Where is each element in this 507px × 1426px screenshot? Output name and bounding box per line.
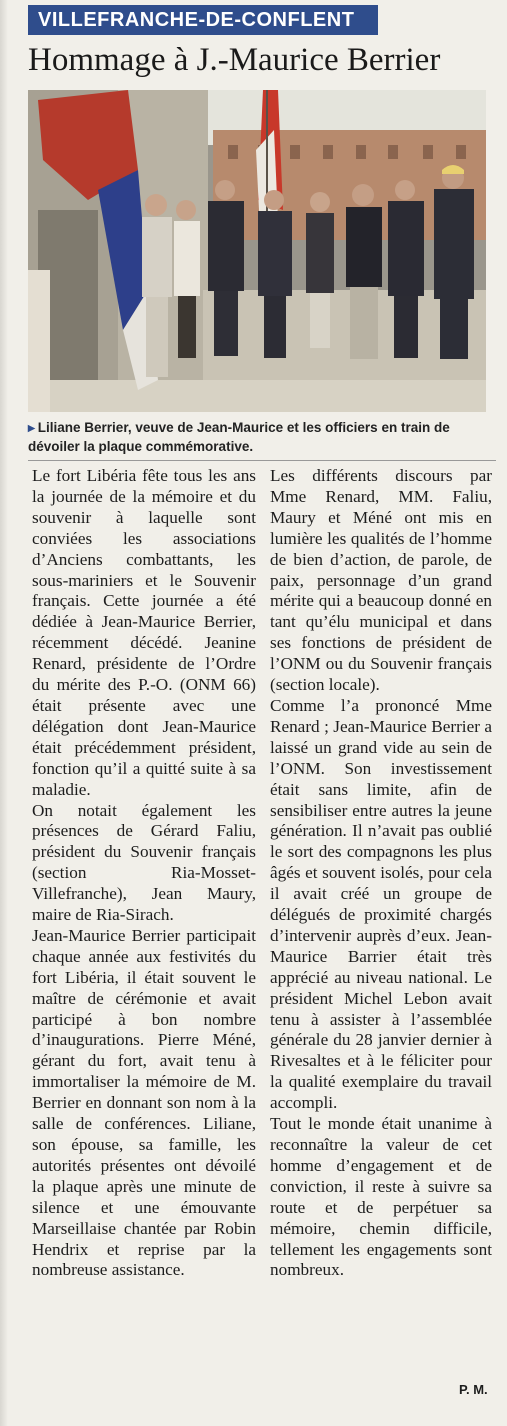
caption-text: Liliane Berrier, veuve de Jean-Maurice et les officiers en train de dévoiler la plaque commémorative. xyxy=(28,420,450,454)
page-edge xyxy=(0,0,8,1426)
paragraph: Comme l’a prononcé Mme Renard ; Jean-Maurice Berrier a laissé un grand vide au sein de l’ONM. Son investissement était sans limite, afin de sensibiliser entre autres la jeune génération. Il n’avait pas oublié le sort des compagnons les plus âgés et souvent isolés, pour cela il avait créé un groupe de délégués de proximité chargés d’intervenir auprès d’eux. Jean-Maurice Barrier était très apprécié au niveau national. Le président Michel Lebon avait tenu à assister à l’assemblée générale du 28 janvier dernier à Rivesaltes et à le féliciter pour la qualité exemplaire du travail accompli. xyxy=(270,695,492,1113)
paragraph: Jean-Maurice Berrier participait chaque année aux festivités du fort Libéria, il était souvent le maître de cérémonie et avait participé à bon nombre d’inaugurations. Pierre Méné, gérant du fort, avait tenu à immortaliser la mémoire de M. Berrier en donnant son nom à la salle de conférences. Liliane, son épouse, sa famille, les autorités présentes ont dévoilé la plaque après une minute de silence et une émouvante Marseillaise chantée par Robin Hendrix et reprise par la nombreuse assistance. xyxy=(32,925,256,1280)
author-signature: P. M. xyxy=(459,1382,488,1397)
article-column-right xyxy=(270,466,492,1281)
photo-caption xyxy=(28,418,496,456)
paragraph: Les différents discours par Mme Renard, MM. Faliu, Maury et Méné ont mis en lumière les qualités de l’homme de bien d’action, de parole, de paix, personnage d’un grand mérite qui a beaucoup donné en tant qu’élu municipal et dans ses fonctions de président de l’ONM ou du Souvenir français (section locale). xyxy=(270,466,492,695)
divider xyxy=(28,460,496,461)
triangle-bullet-icon: ▸ xyxy=(28,420,35,435)
section-kicker: VILLEFRANCHE-DE-CONFLENT xyxy=(28,5,378,35)
paragraph: Le fort Libéria fête tous les ans la journée de la mémoire et du souvenir à laquelle sont conviées les associations d’Anciens combattants, les sous-mariniers et le Souvenir français. Cette journée a été dédiée à Jean-Maurice Berrier, récemment décédé. Jeanine Renard, présidente de l’Ordre du mérite des P.-O. (ONM 66) était présente avec une délégation dont Jean-Maurice était précédemment président, fonction qu’il a quitté suite à sa maladie. xyxy=(32,466,256,799)
paragraph: On notait également les présences de Gérard Faliu, président du Souvenir français (section Ria-Mosset-Villefranche), Jean Maury, maire de Ria-Sirach. xyxy=(32,800,256,925)
article-column-left xyxy=(32,466,256,1281)
photo-illustration xyxy=(28,90,486,412)
article-headline: Hommage à J.-Maurice Berrier xyxy=(28,42,441,78)
paragraph: Tout le monde était unanime à reconnaître la valeur de cet homme d’engagement et de conviction, il reste à suivre sa route et de perpétuer sa mémoire, chemin difficile, tellement les engagements sont nombreux. xyxy=(270,1114,492,1280)
ceremony-photo xyxy=(28,90,486,412)
